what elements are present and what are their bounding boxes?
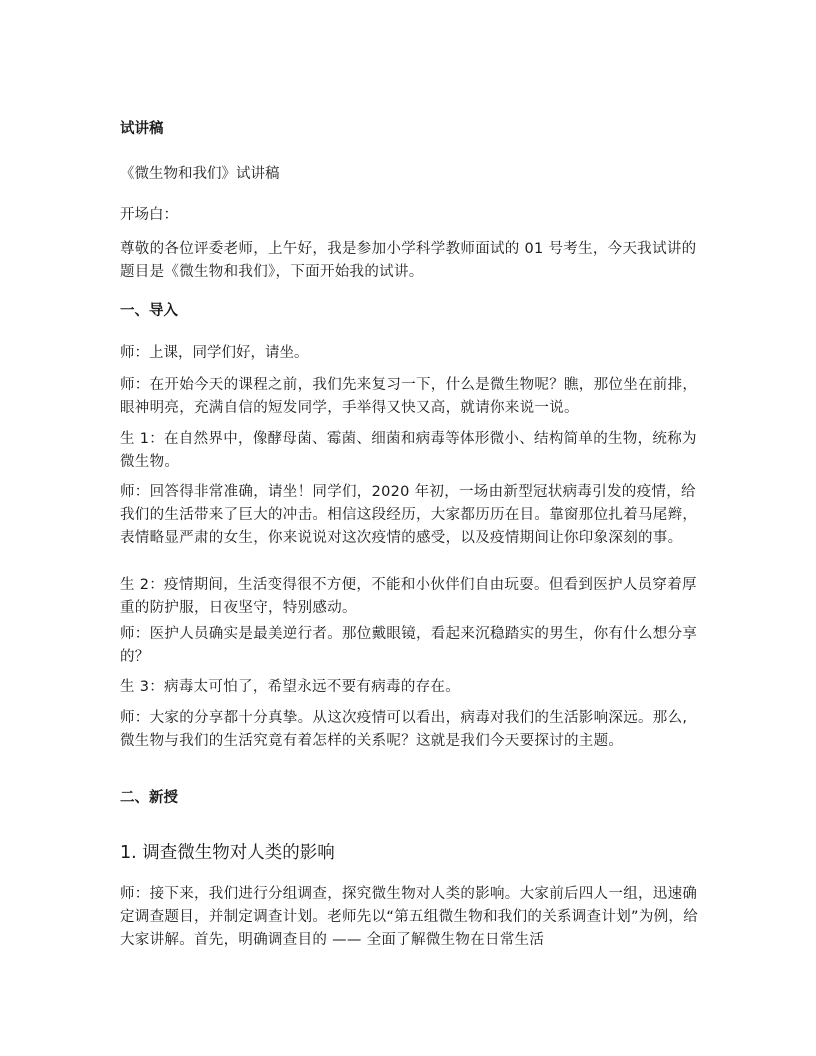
opening-label: 开场白： [120, 207, 178, 223]
doc-title: 试讲稿 [120, 121, 164, 137]
opening-paragraph: 尊敬的各位评委老师，上午好，我是参加小学科学教师面试的 01 号考生，今天我试讲的题目是《微生物和我们》，下面开始我的试讲。 [120, 241, 697, 280]
section-1-paragraph: 生 1：在自然界中，像酵母菌、霉菌、细菌和病毒等体形微小、结构简单的生物，统称为微生物。 [120, 431, 697, 470]
doc-subtitle: 《微生物和我们》试讲稿 [120, 166, 280, 182]
section-2-heading: 二、新授 [120, 790, 178, 806]
section-1-paragraph: 师：回答得非常准确，请坐！同学们，2020 年初，一场由新型冠状病毒引发的疫情，给我们的生活带来了巨大的冲击。相信这段经历，大家都历历在目。靠窗那位扎着马尾辫，表情略显严肃的女生，你来说说对这次疫情的感受，以及疫情期间让你印象深刻的事。 [120, 484, 698, 546]
section-1-paragraph: 生 2：疫情期间，生活变得很不方便，不能和小伙伴们自由玩耍。但看到医护人员穿着厚重的防护服，日夜坚守，特别感动。 [120, 577, 697, 616]
section-2-paragraph: 师：接下来，我们进行分组调查，探究微生物对人类的影响。大家前后四人一组，迅速确定调查题目，并制定调查计划。老师先以“第五组微生物和我们的关系调查计划”为例，给大家讲解。首先，明确调查目的 —— 全面了解微生物在日常生活 [120, 886, 699, 948]
section-1-paragraph: 师：医护人员确实是最美逆行者。那位戴眼镜，看起来沉稳踏实的男生，你有什么想分享的？ [120, 626, 698, 665]
section-1-paragraph: 师：在开始今天的课程之前，我们先来复习一下，什么是微生物呢？瞧，那位坐在前排，眼神明亮，充满自信的短发同学，手举得又快又高，就请你来说一说。 [120, 377, 698, 416]
section-1-paragraph: 师：大家的分享都十分真挚。从这次疫情可以看出，病毒对我们的生活影响深远。那么,微生物与我们的生活究竟有着怎样的关系呢？这就是我们今天要探讨的主题。 [120, 710, 688, 749]
section-1-heading: 一、导入 [120, 303, 178, 319]
section-2-subheading: 1. 调查微生物对人类的影响 [120, 843, 335, 863]
section-1-paragraph: 师：上课，同学们好，请坐。 [120, 345, 309, 361]
section-1-paragraph: 生 3：病毒太可怕了，希望永远不要有病毒的存在。 [120, 679, 461, 695]
